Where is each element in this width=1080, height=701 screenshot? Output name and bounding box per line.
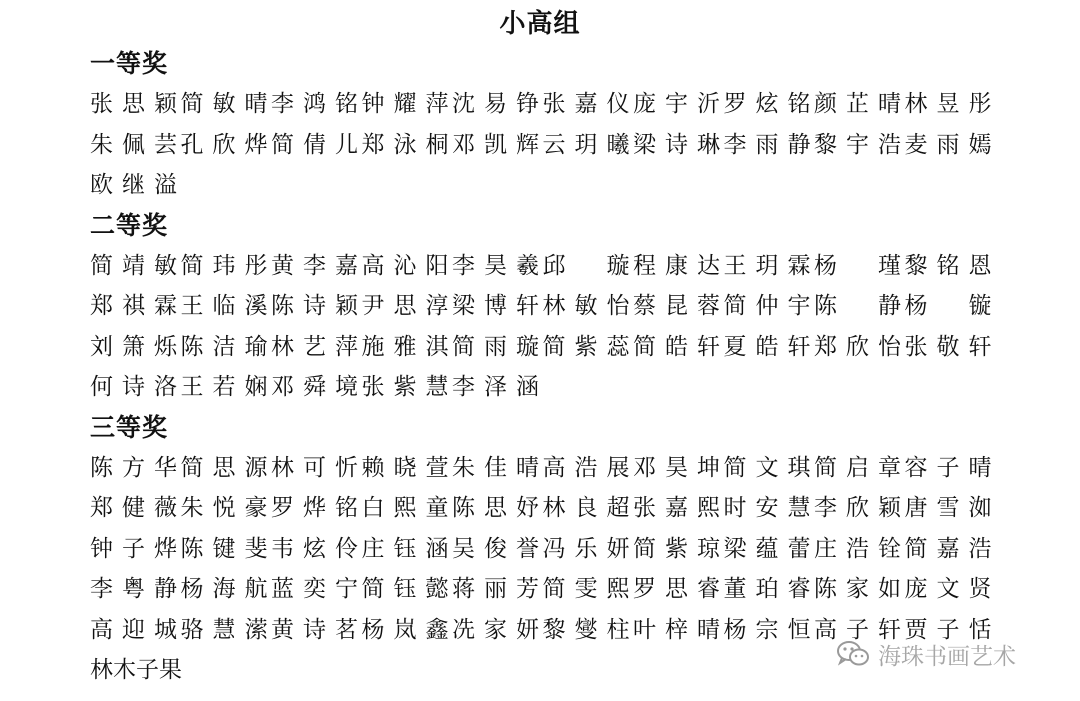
- list-item: 简紫蕊: [542, 333, 630, 360]
- list-item: 冼家妍: [452, 616, 539, 643]
- list-item: 梁诗琳: [633, 131, 720, 158]
- list-item: 高沁阳: [361, 252, 449, 279]
- list-item: 朱悦豪: [180, 495, 268, 521]
- list-item: 刘箫烁: [90, 333, 177, 360]
- list-item: 庄钰涵: [361, 535, 449, 562]
- list-item: 简倩儿: [271, 131, 358, 158]
- list-item: 董珀睿: [723, 576, 811, 602]
- list-item: 张思颖: [90, 91, 177, 117]
- list-item: 麦雨嫣: [904, 131, 992, 158]
- list-item: 李昊羲: [452, 252, 539, 279]
- list-item: 梁蕴蕾: [723, 535, 811, 562]
- list-item: 罗炫铭: [723, 91, 811, 117]
- list-item: 吴俊誉: [452, 535, 539, 562]
- list-item: 陈思妤: [452, 495, 539, 521]
- list-item: 沈易铮: [452, 91, 539, 117]
- list-item: 邓昊坤: [633, 454, 720, 481]
- list-item: 杨岚鑫: [361, 616, 449, 643]
- list-item: 云玥曦: [542, 131, 630, 158]
- list-item: 张嘉仪: [542, 91, 630, 117]
- list-item: 欧继溢: [90, 172, 177, 198]
- list-item: 黄诗茗: [271, 616, 358, 643]
- watermark-text: 海珠书画艺术: [878, 643, 1016, 670]
- list-item: 简紫琼: [633, 535, 720, 562]
- list-item: 钟子烨: [90, 535, 177, 562]
- section-heading-first-prize: 一等奖: [90, 49, 169, 78]
- list-item: 庞文贤: [904, 576, 992, 602]
- list-item: 蓝奕宁: [271, 576, 358, 602]
- list-item: 蔡昆蓉: [633, 293, 720, 319]
- list-item: 李泽涵: [452, 374, 539, 400]
- list-item: 郑欣怡: [814, 333, 901, 360]
- list-item: 杨海航: [180, 576, 268, 602]
- list-item: 陈方华: [90, 454, 177, 481]
- list-item: 陈家如: [814, 576, 901, 602]
- list-item: 何诗洛: [90, 374, 177, 400]
- list-item: 王若娴: [180, 374, 268, 400]
- first-prize-section: [90, 44, 1030, 206]
- list-item: 林艺萍: [271, 333, 358, 360]
- list-item: 林可忻: [271, 454, 358, 481]
- list-item: 陈洁瑜: [180, 333, 268, 360]
- list-item: 张嘉熙: [633, 495, 720, 521]
- list-item: 郑健薇: [90, 495, 177, 521]
- list-item: 郑祺霖: [90, 293, 177, 319]
- list-item: 朱佩芸: [90, 131, 177, 158]
- list-item: 庄浩铨: [814, 535, 901, 562]
- award-list: [90, 44, 1030, 691]
- list-item: 罗烨铭: [271, 495, 358, 521]
- list-item: 黎宇浩: [814, 131, 901, 158]
- list-item: 张敬轩: [904, 333, 992, 360]
- list-item: 施雅淇: [361, 333, 449, 360]
- list-item: 李粤静: [90, 576, 177, 602]
- list-item: 邓舜境: [271, 374, 358, 400]
- list-item: 赖晓萱: [361, 454, 449, 481]
- first-prize-names: [90, 84, 1030, 206]
- list-item: 简雯熙: [542, 576, 630, 602]
- list-item: 黎铭恩: [904, 252, 992, 279]
- list-item: 简仲宇: [723, 293, 811, 319]
- list-item: 简启章: [814, 454, 901, 481]
- section-heading-third-prize: 三等奖: [90, 412, 169, 442]
- list-item: 林敏怡: [542, 293, 630, 319]
- list-item: 冯乐妍: [542, 535, 630, 562]
- list-item: 李雨静: [723, 131, 811, 158]
- list-item: 简皓轩: [633, 333, 720, 360]
- list-item: 黄李嘉: [271, 252, 358, 279]
- list-item: 林良超: [542, 495, 630, 521]
- second-prize-section: [90, 206, 1030, 408]
- watermark: [836, 636, 1016, 672]
- list-item: 林昱彤: [904, 91, 992, 117]
- list-item: 梁博轩: [452, 293, 539, 319]
- list-item: 白熙童: [361, 495, 449, 521]
- list-item: 简思源: [180, 454, 268, 481]
- list-item: 郑泳桐: [361, 131, 449, 158]
- section-heading-second-prize: 二等奖: [90, 210, 169, 240]
- wechat-icon: [836, 639, 870, 669]
- list-item: 钟耀萍: [361, 91, 449, 117]
- list-item: 陈诗颖: [271, 293, 358, 319]
- list-item: 简雨璇: [452, 333, 539, 360]
- list-item: 邱 璇: [542, 252, 630, 279]
- list-item: 蒋丽芳: [452, 576, 539, 602]
- list-item: 高浩展: [542, 454, 630, 481]
- list-item: 唐雪洳: [904, 495, 992, 521]
- list-item: 李鸿铭: [271, 91, 358, 117]
- page-title: 小高组: [499, 9, 581, 39]
- list-item: 林木子果: [90, 657, 182, 683]
- list-item: 简靖敏: [90, 252, 177, 279]
- list-item: 王临溪: [180, 293, 268, 319]
- list-item: 邓凯辉: [452, 131, 539, 158]
- list-item: 尹思淳: [361, 293, 449, 319]
- list-item: 简敏晴: [180, 91, 268, 117]
- list-item: 夏皓轩: [723, 333, 811, 360]
- list-item: 杨 瑾: [814, 252, 901, 279]
- list-item: 王玥霖: [723, 252, 811, 279]
- list-item: 陈键斐: [180, 535, 268, 562]
- list-item: 杨宗恒: [723, 616, 811, 643]
- list-item: 高子轩: [814, 616, 901, 643]
- list-item: 骆慧潆: [180, 616, 268, 643]
- list-item: 黎燮柱: [542, 616, 630, 643]
- list-item: 朱佳晴: [452, 454, 539, 481]
- list-item: 容子晴: [904, 454, 992, 481]
- list-item: 杨 镟: [904, 293, 992, 319]
- list-item: 韦炫伶: [271, 535, 358, 562]
- list-item: 张紫慧: [361, 374, 449, 400]
- list-item: 李欣颖: [814, 495, 901, 521]
- list-item: 叶梓晴: [633, 616, 720, 643]
- list-item: 颜芷晴: [814, 91, 901, 117]
- list-item: 简玮彤: [180, 252, 268, 279]
- list-item: 程康达: [633, 252, 720, 279]
- list-item: 罗思睿: [633, 576, 720, 602]
- list-item: 孔欣烨: [180, 131, 268, 158]
- list-item: 陈 静: [814, 293, 901, 319]
- list-item: 高迎城: [90, 616, 177, 643]
- list-item: 简钰懿: [361, 576, 449, 602]
- list-item: 庞宇沂: [633, 91, 720, 117]
- second-prize-names: [90, 246, 1030, 408]
- list-item: 简文琪: [723, 454, 811, 481]
- list-item: 简嘉浩: [904, 535, 992, 562]
- list-item: 贾子恬: [904, 616, 992, 643]
- list-item: 时安慧: [723, 495, 811, 521]
